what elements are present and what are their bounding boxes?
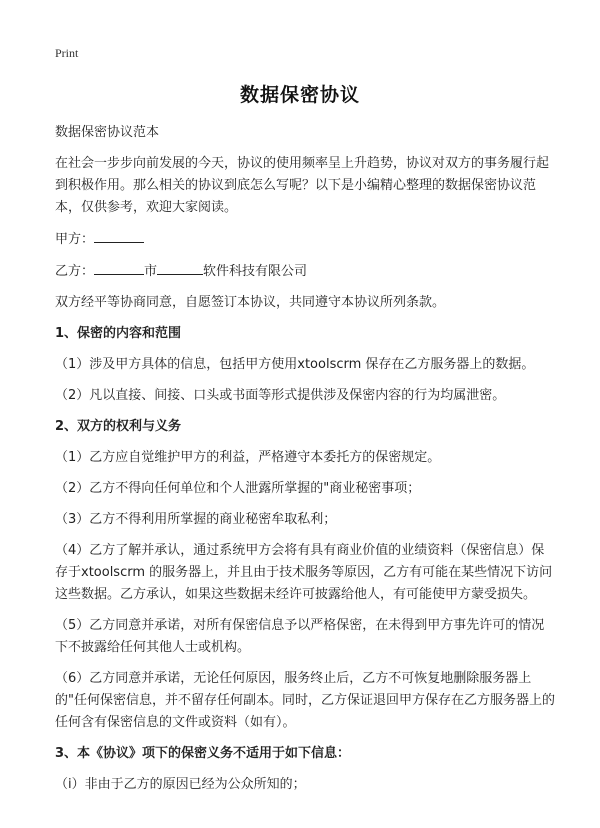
- section-3-heading: 3、本《协议》项下的保密义务不适用于如下信息：: [55, 746, 351, 761]
- party-b-city: 市: [144, 264, 158, 279]
- section-2-item-3: （3）乙方不得利用所掌握的商业秘密牟取私利；: [55, 512, 337, 527]
- section-2-item-4: （4）乙方了解并承认，通过系统甲方会将有具有商业价值的业绩资料（保密信息）保存于xtoolscrm 的服务器上，并且由于技术服务等原因，乙方有可能在某些情况下访问这些数据。乙方承认，如果这些数据未经许可披露给他人，有可能使甲方蒙受损失。: [55, 543, 553, 602]
- party-b-line: [55, 260, 555, 283]
- print-label: Print: [55, 46, 79, 60]
- document-subtitle: 数据保密协议范本: [55, 125, 160, 140]
- section-2-item-5: （5）乙方同意并承诺，对所有保密信息予以严格保密，在未得到甲方事先许可的情况下不披露给任何其他人士或机构。: [55, 618, 545, 655]
- party-a-blank: [94, 228, 144, 243]
- section-1-item-2: （2）凡以直接、间接、口头或书面等形式提供涉及保密内容的行为均属泄密。: [55, 388, 506, 403]
- intro-paragraph: 在社会一步步向前发展的今天，协议的使用频率呈上升趋势，协议对双方的事务履行起到积极作用。那么相关的协议到底怎么写呢？以下是小编精心整理的数据保密协议范本，仅供参考，欢迎大家阅读。: [55, 156, 550, 215]
- section-2-item-6: （6）乙方同意并承诺，无论任何原因，服务终止后，乙方不可恢复地删除服务器上的"任何保密信息，并不留存任何副本。同时，乙方保证退回甲方保存在乙方服务器上的任何含有保密信息的文件或资料（如有）。: [55, 671, 555, 730]
- party-b-company: 软件科技有限公司: [203, 264, 308, 279]
- section-2-heading: 2、双方的权利与义务: [55, 419, 182, 434]
- section-3-item-1: （i）非由于乙方的原因已经为公众所知的；: [55, 777, 306, 792]
- document-title: 数据保密协议: [239, 84, 360, 106]
- party-a-line: [55, 228, 555, 251]
- party-b-blank-2: [157, 260, 203, 275]
- section-1-heading: 1、保密的内容和范围: [55, 326, 182, 341]
- party-b-blank-1: [94, 260, 144, 275]
- section-2-item-2: （2）乙方不得向任何单位和个人泄露所掌握的"商业秘密事项；: [55, 481, 421, 496]
- agreement-statement: 双方经平等协商同意，自愿签订本协议，共同遵守本协议所列条款。: [55, 295, 446, 310]
- section-2-item-1: （1）乙方应自觉维护甲方的利益，严格遵守本委托方的保密规定。: [55, 450, 441, 465]
- document-body: [55, 122, 555, 805]
- party-a-label: 甲方：: [55, 232, 95, 247]
- party-b-label: 乙方：: [55, 264, 95, 279]
- section-1-item-1: （1）涉及甲方具体的信息，包括甲方使用xtoolscrm 保存在乙方服务器上的数据。: [55, 357, 535, 372]
